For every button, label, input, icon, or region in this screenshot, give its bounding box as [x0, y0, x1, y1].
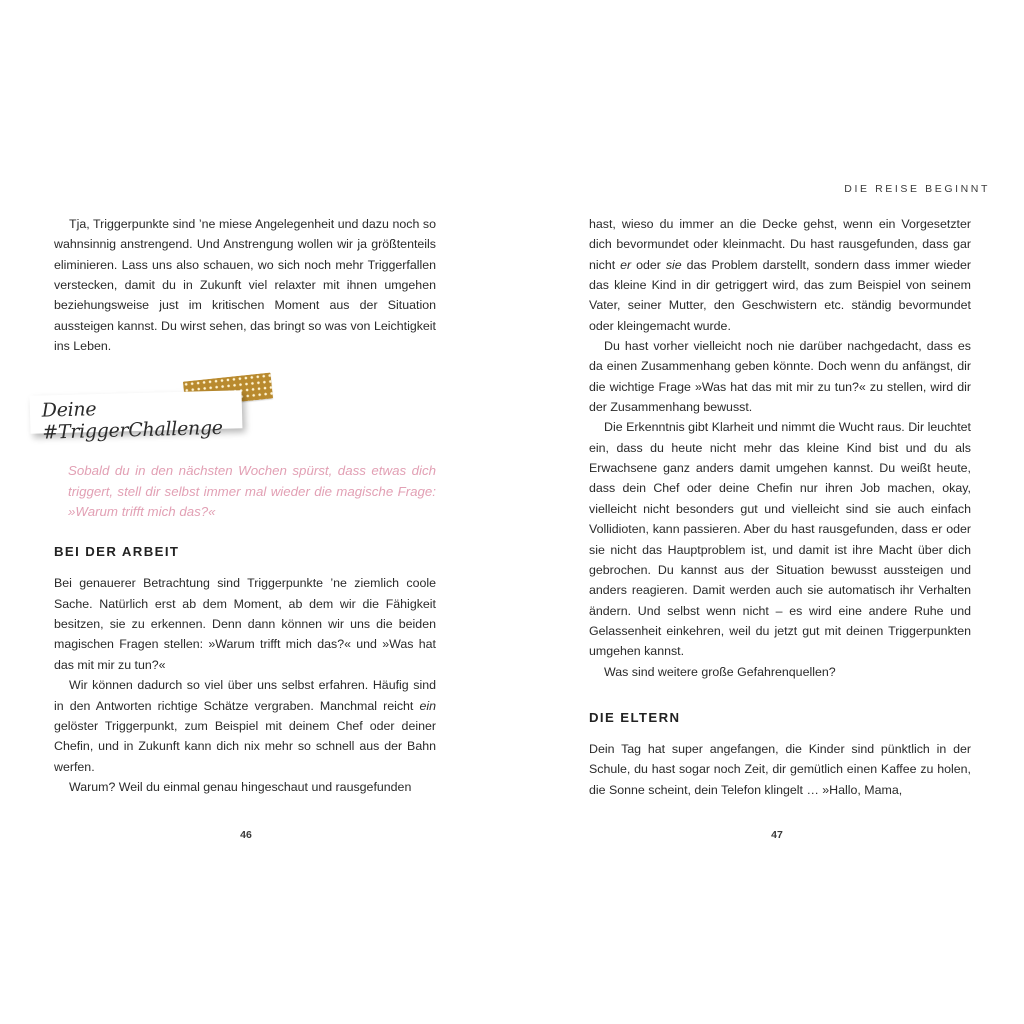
paragraph: Warum? Weil du einmal genau hingeschaut und rausgefunden: [69, 779, 412, 794]
right-page: [589, 214, 971, 800]
paragraph: hast, wieso du immer an die Decke gehst, wenn ein Vorgesetzter dich bevormundet oder kleinmacht. Du hast rausgefunden, dass gar nicht er oder sie das Problem darstellt, sondern dass immer wieder das kleine Kind in dir getriggert wird, das zum Beispiel von seinem Vater, seiner Mutter, den Geschwistern etc. ständig bevormundet oder kleingemacht wurde.: [589, 217, 971, 333]
trigger-challenge-callout: [41, 377, 436, 447]
paragraph: Die Erkenntnis gibt Klarheit und nimmt die Wucht raus. Dir leuchtet ein, dass du heute nicht mehr das kleine Kind bist und du als Erwachsene ganz anders damit umgehen kannst. Du weißt heute, dass dein Chef oder deine Chefin nur ihren Job machen, okay, vielleicht nicht besonders gut und vielleicht sind sie auch einfach Vollidioten, kann passieren. Aber du hast rausgefunden, dass er oder sie nicht das Hauptproblem ist, und damit ist ihre Macht über dich gebrochen. Du kannst aus der Situation bewusst aussteigen und anders reagieren. Damit werden auch sie automatisch ihr Verhalten ändern. Und selbst wenn nicht – es wird eine andere Ruhe und Gelassenheit einkehren, weil du jetzt gut mit deinen Triggerpunkten umgehen kannst.: [589, 420, 971, 659]
section-heading-work: BEI DER ARBEIT: [54, 544, 180, 560]
running-head: DIE REISE BEGINNT: [844, 183, 990, 195]
page-number-right: 47: [771, 829, 783, 841]
emphasis: ein: [419, 698, 436, 713]
left-page: [41, 214, 436, 797]
challenge-text: Sobald du in den nächsten Wochen spürst, dass etwas dich triggert, stell dir selbst immer mal wieder die magische Frage: »Warum trifft mich das?«: [68, 463, 436, 520]
intro-paragraph: Tja, Triggerpunkte sind ’ne miese Angelegenheit und dazu noch so wahnsinnig anstrengend. Und Anstrengung wollen wir ja größtenteils eliminieren. Lass uns also schauen, wo sich noch mehr Triggerfallen verstecken, damit du in Zukunft viel relaxter mit ihnen umgehen beziehungsweise just im kritischen Moment aus der Situation aussteigen kannst. Du wirst sehen, das bringt so was von Leichtigkeit ins Leben.: [54, 217, 436, 354]
section-heading-parents: DIE ELTERN: [589, 709, 681, 725]
emphasis: sie: [665, 257, 682, 272]
paragraph: Dein Tag hat super angefangen, die Kinder sind pünktlich in der Schule, du hast sogar noch Zeit, dir gemütlich einen Kaffee zu holen, die Sonne scheint, dein Telefon klingelt … »Hallo, Mama,: [589, 741, 971, 797]
page-number-left: 46: [240, 829, 252, 841]
paragraph: Du hast vorher vielleicht noch nie darüber nachgedacht, dass es da einen Zusammenhang geben könnte. Doch wenn du anfängst, dir die wichtige Frage »Was hat das mit mir zu tun?« zu stellen, wird dir der Zusammenhang bewusst.: [589, 339, 971, 415]
paragraph: Wir können dadurch so viel über uns selbst erfahren. Häufig sind in den Antworten richtige Schätze vergraben. Manchmal reicht ein gelöster Triggerpunkt, zum Beispiel mit deinem Chef oder deiner Chefin, und in Zukunft kann dich nix mehr so schnell aus der Bahn werfen.: [54, 678, 436, 774]
paragraph: Bei genauerer Betrachtung sind Triggerpunkte ’ne ziemlich coole Sache. Natürlich erst ab dem Moment, ab dem wir die Fähigkeit besitzen, sie zu erkennen. Denn dann können wir uns die beiden magischen Fragen stellen: »Warum trifft mich das?« und »Was hat das mit mir zu tun?«: [54, 576, 436, 672]
emphasis: er: [620, 257, 632, 272]
paragraph: Was sind weitere große Gefahrenquellen?: [604, 664, 836, 679]
challenge-label: Deine #TriggerChallenge: [41, 398, 224, 445]
